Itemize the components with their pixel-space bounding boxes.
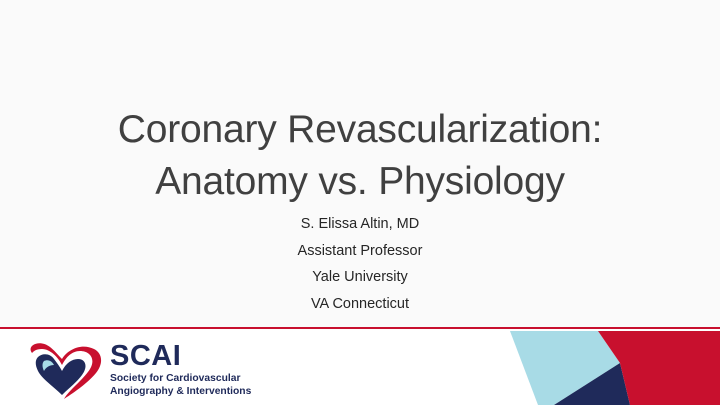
presenter-info [0, 211, 720, 317]
slide-title-line-1: Coronary Revascularization: [117, 108, 603, 151]
presenter-institution: Yale University [312, 269, 408, 285]
presenter-affiliation: VA Connecticut [310, 295, 410, 312]
logo-tagline-line-1: Society for Cardiovascular [110, 373, 241, 384]
slide-title [0, 104, 720, 208]
slide-footer [0, 329, 720, 405]
heart-logo-icon [24, 339, 106, 401]
corner-decoration [490, 329, 720, 405]
logo-wordmark: SCAI [110, 340, 182, 372]
presenter-name: S. Elissa Altin, MD [300, 216, 420, 232]
scai-logo [24, 339, 284, 401]
presenter-position: Assistant Professor [297, 242, 423, 259]
slide-title-line-2: Anatomy vs. Physiology [155, 160, 565, 203]
logo-tagline [110, 372, 251, 398]
logo-tagline-line-2: Angiography & Interventions [110, 386, 252, 397]
